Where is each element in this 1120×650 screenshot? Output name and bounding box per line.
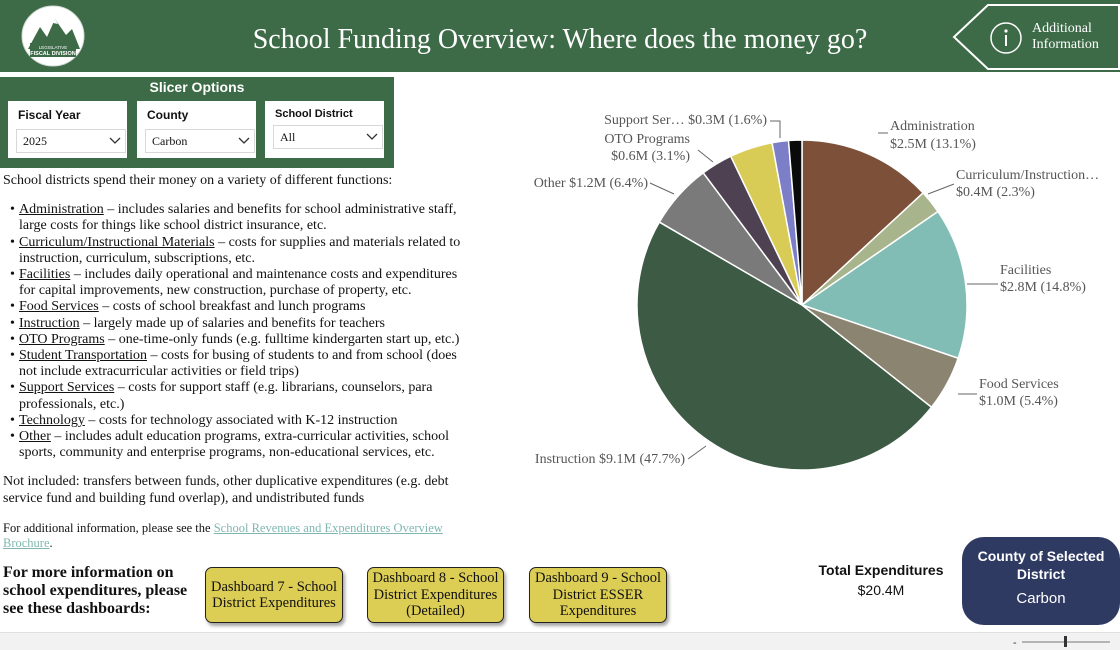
- additional-info-text: [3, 521, 473, 551]
- data-label: $2.8M (14.8%): [1000, 280, 1086, 295]
- fiscal-division-logo: [20, 5, 86, 67]
- chevron-down-icon: [238, 135, 250, 145]
- definitions-list: [3, 202, 473, 461]
- definition-term: Other: [19, 429, 51, 445]
- logo-text-bottom: FISCAL DIVISION: [30, 51, 76, 57]
- definition-term: Food Services: [19, 299, 99, 315]
- footer-bar: [0, 632, 1120, 650]
- leader-line: [698, 150, 713, 162]
- county-card: [962, 537, 1120, 625]
- dashboard-8-label: Dashboard 8 - School District Expenditures (Detailed): [372, 570, 499, 620]
- list-item: [19, 267, 473, 299]
- list-item: [19, 429, 473, 461]
- data-label: $0.6M (3.1%): [611, 149, 690, 164]
- dashboard-9-label: Dashboard 9 - School District ESSER Expenditures: [534, 570, 662, 620]
- definition-desc: – includes daily operational and maintenance costs and expenditures for capital improvements, new construction, purchase of property, etc.: [19, 267, 458, 299]
- definition-term: Instruction: [19, 315, 80, 331]
- leader-line: [928, 184, 954, 194]
- info-label-line2: Information: [1032, 37, 1099, 52]
- list-item: [19, 299, 473, 315]
- data-label: Administration: [890, 119, 975, 134]
- fiscal-year-label: Fiscal Year: [18, 108, 81, 122]
- definition-desc: – costs of school breakfast and lunch programs: [98, 299, 366, 315]
- list-item: [19, 348, 473, 380]
- county-label: County: [147, 108, 189, 122]
- leader-line: [770, 121, 780, 138]
- total-expenditures-value: $20.4M: [857, 582, 905, 598]
- dashboard-8-button[interactable]: [367, 567, 504, 623]
- chevron-down-icon: [109, 135, 121, 145]
- list-item: [19, 235, 473, 267]
- list-item: [19, 332, 473, 348]
- definition-desc: – largely made up of salaries and benefits for teachers: [79, 315, 385, 331]
- info-label-line1: Additional: [1032, 21, 1092, 36]
- county-card-value: Carbon: [1016, 590, 1066, 607]
- data-label: Facilities: [1000, 263, 1052, 278]
- chevron-down-icon: [366, 131, 378, 141]
- definition-desc: – one-time-only funds (e.g. fulltime kindergarten start up, etc.): [104, 331, 460, 347]
- definition-term: Technology: [19, 412, 85, 428]
- county-card-label: County of Selected District: [977, 548, 1105, 582]
- dashboard-7-label: Dashboard 7 - School District Expenditures: [210, 578, 338, 611]
- definition-term: Administration: [19, 202, 104, 218]
- fiscal-year-slicer: [8, 101, 127, 158]
- definition-term: Support Services: [19, 380, 115, 396]
- zoom-slider[interactable]: [1010, 633, 1120, 649]
- leader-line: [688, 446, 706, 459]
- school-district-dropdown[interactable]: [273, 125, 383, 149]
- data-label: $2.5M (13.1%): [890, 137, 976, 152]
- leader-line: [650, 183, 674, 194]
- brochure-link[interactable]: School Revenues and Expenditures Overview Brochure: [3, 521, 443, 550]
- logo-text-top: LEGISLATIVE: [38, 45, 68, 50]
- school-district-value: All: [280, 130, 296, 144]
- data-label: OTO Programs: [604, 132, 690, 147]
- definition-term: Student Transportation: [19, 348, 147, 364]
- intro-text: School districts spend their money on a variety of different functions:: [3, 173, 393, 188]
- additional-info-suffix: .: [49, 536, 53, 550]
- list-item: [19, 413, 473, 429]
- slicer-title: Slicer Options: [149, 79, 245, 95]
- total-expenditures-label: Total Expenditures: [818, 562, 944, 578]
- definition-term: Facilities: [19, 267, 71, 283]
- county-value: Carbon: [152, 134, 188, 148]
- additional-info-prefix: For additional information, please see the: [3, 521, 214, 535]
- definitions-text: [3, 173, 473, 507]
- data-label: $1.0M (5.4%): [979, 394, 1058, 409]
- school-district-slicer: [265, 101, 384, 158]
- list-item: [19, 380, 473, 412]
- school-district-label: School District: [275, 108, 353, 120]
- definition-desc: – includes adult education programs, extra-curricular activities, school sports, community and enterprise programs, non-educational services, etc.: [19, 429, 449, 461]
- expenditure-pie-chart: [480, 78, 1120, 530]
- data-label: Other $1.2M (6.4%): [533, 176, 648, 191]
- dashboard-9-button[interactable]: [529, 567, 667, 623]
- county-slicer: [137, 101, 256, 158]
- definition-term: Curriculum/Instructional Materials: [19, 234, 215, 250]
- dashboard-7-button[interactable]: [205, 567, 343, 623]
- definition-desc: – costs for supplies and materials related to instruction, curriculum, subscriptions, etc.: [19, 234, 461, 266]
- list-item: [19, 202, 473, 234]
- definition-desc: – costs for support staff (e.g. librarians, counselors, para professionals, etc.): [19, 380, 433, 412]
- not-included-text: Not included: transfers between funds, other duplicative expenditures (e.g. debt service fund and building fund overlap), and undistributed funds: [3, 474, 449, 506]
- data-label: $0.4M (2.3%): [956, 185, 1035, 200]
- page-title: School Funding Overview: Where does the money go?: [252, 24, 868, 55]
- definition-desc: – includes salaries and benefits for school administrative staff, large costs for things like school district insurance, etc.: [19, 202, 457, 234]
- definition-desc: – costs for busing of students to and from school (does not include extracurricular activities or field trips): [19, 348, 457, 380]
- fiscal-year-dropdown[interactable]: [16, 129, 126, 153]
- fiscal-year-value: 2025: [23, 134, 47, 148]
- definition-desc: – costs for technology associated with K-12 instruction: [84, 412, 398, 428]
- data-label: Food Services: [979, 377, 1059, 392]
- info-button-label: [1032, 21, 1099, 53]
- svg-text:-: -: [1013, 637, 1017, 649]
- data-label: Support Ser… $0.3M (1.6%): [604, 113, 767, 128]
- more-info-text: For more information on school expenditures, please see these dashboards:: [3, 564, 188, 617]
- data-label: Instruction $9.1M (47.7%): [534, 452, 685, 467]
- definition-term: OTO Programs: [19, 331, 105, 347]
- county-dropdown[interactable]: [145, 129, 255, 153]
- data-label: Curriculum/Instruction…: [956, 168, 1100, 183]
- list-item: [19, 316, 473, 332]
